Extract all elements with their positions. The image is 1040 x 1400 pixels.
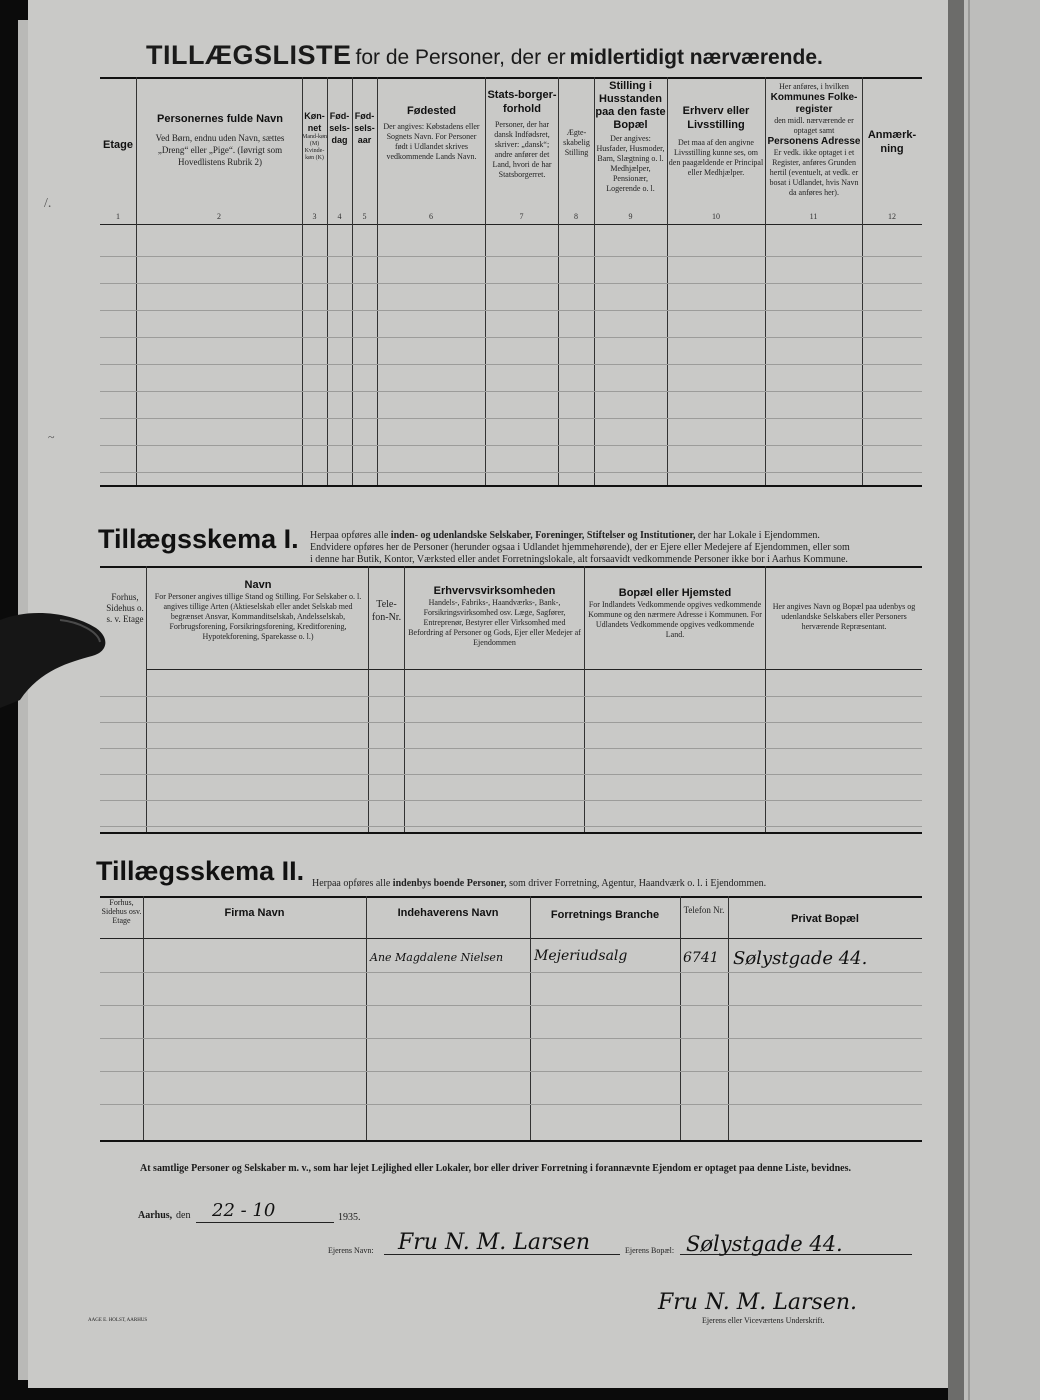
col-number: 5 (362, 212, 367, 221)
s2-row1-address: Sølystgade 44. (733, 948, 868, 969)
margin-mark: ~ (48, 430, 55, 444)
col-household-header: Stilling i Husstanden paa den faste Bopæl Der angives: Husfader, Husmoder, Barn, Slægtning o. l. Medhjælper, Pensionær, Logerende o. l. (595, 80, 666, 193)
main-table-row-line (100, 445, 922, 446)
main-table-row-line (100, 337, 922, 338)
s2-table-row-line (100, 972, 922, 973)
col-number: 6 (429, 212, 433, 221)
s1-table-row-line (100, 722, 922, 723)
main-table-row-line (100, 364, 922, 365)
owner-name-label: Ejerens Navn: (328, 1246, 374, 1255)
col-birthyear-header: Fød-sels-aar (354, 111, 375, 145)
s2-table-row-line (100, 1104, 922, 1105)
s1-table-row-line (100, 826, 922, 827)
s1-col-etage-header: Forhus, Sidehus o. s. v. Etage (106, 592, 144, 624)
s1-col-phone-header: Tele-fon-Nr. (371, 599, 402, 623)
s2-table-row-line (100, 1038, 922, 1039)
col-citizenship-header: Stats-borger-forhold Personer, der har dansk Indfødsret, skriver: „dansk“; andre anfører det Land, hvori de har Statsborgerret. (487, 89, 557, 179)
place-label: Aarhus, (138, 1210, 173, 1221)
page-title (146, 40, 823, 71)
s1-col-name-header: Navn For Personer angives tillige Stand og Stilling. For Selskaber o. l. angives tillige Arten (Aktieselskab eller andet Selskab med begrænset Ansvar, Kommanditselskab, Andelsselskab, Forbrugsforening, Forsikringsforening, Kreditforening, Hypotekforening, Sparekasse o. l.) (154, 579, 362, 641)
signature-label: Ejerens eller Viceværtens Underskrift. (702, 1316, 825, 1325)
col-etage-header: Etage (103, 139, 133, 151)
s2-row1-branch: Mejeriudsalg (534, 948, 628, 964)
s1-col-representative-header: Her angives Navn og Bopæl paa udenbys og udenlandske Selskabers eller Personers herværende Repræsentant. (772, 602, 916, 631)
margin-mark: /. (44, 196, 52, 211)
s2-table-row-line (100, 1005, 922, 1006)
s2-col-owner-header: Indehaverens Navn (397, 907, 499, 919)
schema1-description: Herpaa opføres alle inden- og udenlandske Selskaber, Foreninger, Stiftelser og Institutioner, der har Lokale i Ejendommen. Endvidere opføres her de Personer (herunder ogsaa i Udlandet hjemmehørende), der er Ejere eller Medejere af Ejendommen, eller som i denne har Butik, Kontor, Værksted eller andet Forretningslokale, alt forsaavidt vedkommende Personer ikke bor i Aarhus Kommune. (310, 530, 850, 565)
s2-col-firm-header: Firma Navn (224, 907, 285, 919)
main-table-row-line (100, 310, 922, 311)
schema2-description: Herpaa opføres alle indenbys boende Personer, som driver Forretning, Agentur, Haandværk o. l. i Ejendommen. (312, 878, 767, 889)
col-birthplace-header: Fødested Der angives: Købstadens eller Sognets Navn. For Personer født i Udlandet skrives vedkommende Lands Navn. (383, 105, 480, 161)
s1-table-row-line (100, 800, 922, 801)
col-number: 12 (888, 212, 896, 221)
form-page (28, 0, 948, 1388)
s2-col-address-header: Privat Bopæl (791, 913, 859, 925)
col-number: 2 (217, 212, 221, 221)
den-label: den (176, 1210, 191, 1221)
s1-col-residence-header: Bopæl eller Hjemsted For Indlandets Vedkommende opgives vedkommende Kommune og den nærmere Adresse i Kommunen. For Udlandets Vedkommende opgives vedkommende Land. (588, 587, 762, 639)
col-gender-header: Køn-net Mand-køn (M) Kvinde-køn (K) (302, 111, 327, 161)
col-name-header: Personernes fulde Navn Ved Børn, endnu uden Navn, sættes „Dreng“ eller „Pige“. (Iøvrigt som Hovedlistens Rubrik 2) (155, 113, 285, 167)
s1-table-row-line (100, 774, 922, 775)
col-number: 1 (116, 212, 120, 221)
col-number: 11 (809, 212, 818, 221)
col-marital-header: Ægte-skabelig Stilling (563, 128, 590, 157)
owner-name-handwritten: Fru N. M. Larsen (398, 1230, 591, 1255)
s2-col-etage-header: Forhus, Sidehus osv. Etage (101, 898, 142, 925)
signature-handwritten: Fru N. M. Larsen. (658, 1290, 857, 1315)
printer-imprint: AAGE E. HOLST, AARHUS (88, 1318, 148, 1323)
schema2-title: Tillægsskema II. (96, 856, 305, 886)
main-table-row-line (100, 256, 922, 257)
col-number: 3 (312, 212, 317, 221)
title-main: TILLÆGSLISTE (146, 40, 352, 70)
s2-table-row-line (100, 1071, 922, 1072)
col-number: 4 (337, 212, 342, 221)
main-table-row-line (100, 283, 922, 284)
s2-col-phone-header: Telefon Nr. (683, 905, 725, 915)
col-remarks-header: Anmærk-ning (867, 129, 917, 155)
col-birthday-header: Fød-sels-dag (329, 111, 350, 145)
col-number: 8 (574, 212, 578, 221)
s1-table-row-line (100, 748, 922, 749)
col-number: 9 (628, 212, 633, 221)
col-number: 7 (519, 212, 524, 221)
certification-text: At samtlige Personer og Selskaber m. v., som har lejet Lejlighed eller Lokaler, bor eller driver Forretning i forannævnte Ejendom er optaget paa denne Liste, bevidnes. (140, 1163, 851, 1174)
col-number: 10 (712, 212, 720, 221)
year-label: 1935. (338, 1212, 361, 1223)
owner-address-handwritten: Sølystgade 44. (686, 1232, 843, 1256)
finger-image (0, 600, 110, 710)
owner-address-label: Ejerens Bopæl: (625, 1246, 675, 1255)
s1-col-business-header: Erhvervsvirksomheden Handels-, Fabriks-, Haandværks-, Bank-, Forsikringsvirksomhed osv. Læge, Sagfører, Entreprenør, Bestyrer eller Virksomhed med Befordring af Personer og Gods, Ejer eller Medejer af Ejendommen (408, 585, 581, 647)
main-table-row-line (100, 391, 922, 392)
title-rest: for de Personer, der er (355, 46, 566, 69)
adjacent-page (948, 0, 1040, 1400)
s2-row1-phone: 6741 (683, 950, 719, 966)
s2-row1-owner: Ane Magdalene Nielsen (370, 951, 504, 964)
title-bold: midlertidigt nærværende. (569, 46, 823, 69)
date-handwritten: 22 - 10 (212, 1200, 276, 1221)
main-table-row-line (100, 418, 922, 419)
schema1-title: Tillægsskema I. (98, 524, 299, 554)
s1-table-row-line (100, 696, 922, 697)
s2-col-branch-header: Forretnings Branche (550, 909, 660, 921)
col-register-header: Her anføres, i hvilken Kommunes Folke-register den midl. nærværende er optaget samt Personens Adresse Er vedk. ikke optaget i et Register, anføres Grunden hertil (eventuelt, at vedk. er bosat i Udlandet, hvis Navn da anføres her). (767, 82, 861, 197)
main-table-row-line (100, 472, 922, 473)
col-occupation-header: Erhverv eller Livsstilling Det maa af den angivne Livsstilling kunne ses, om den paagældende er Principal eller Medhjælper. (668, 105, 764, 177)
